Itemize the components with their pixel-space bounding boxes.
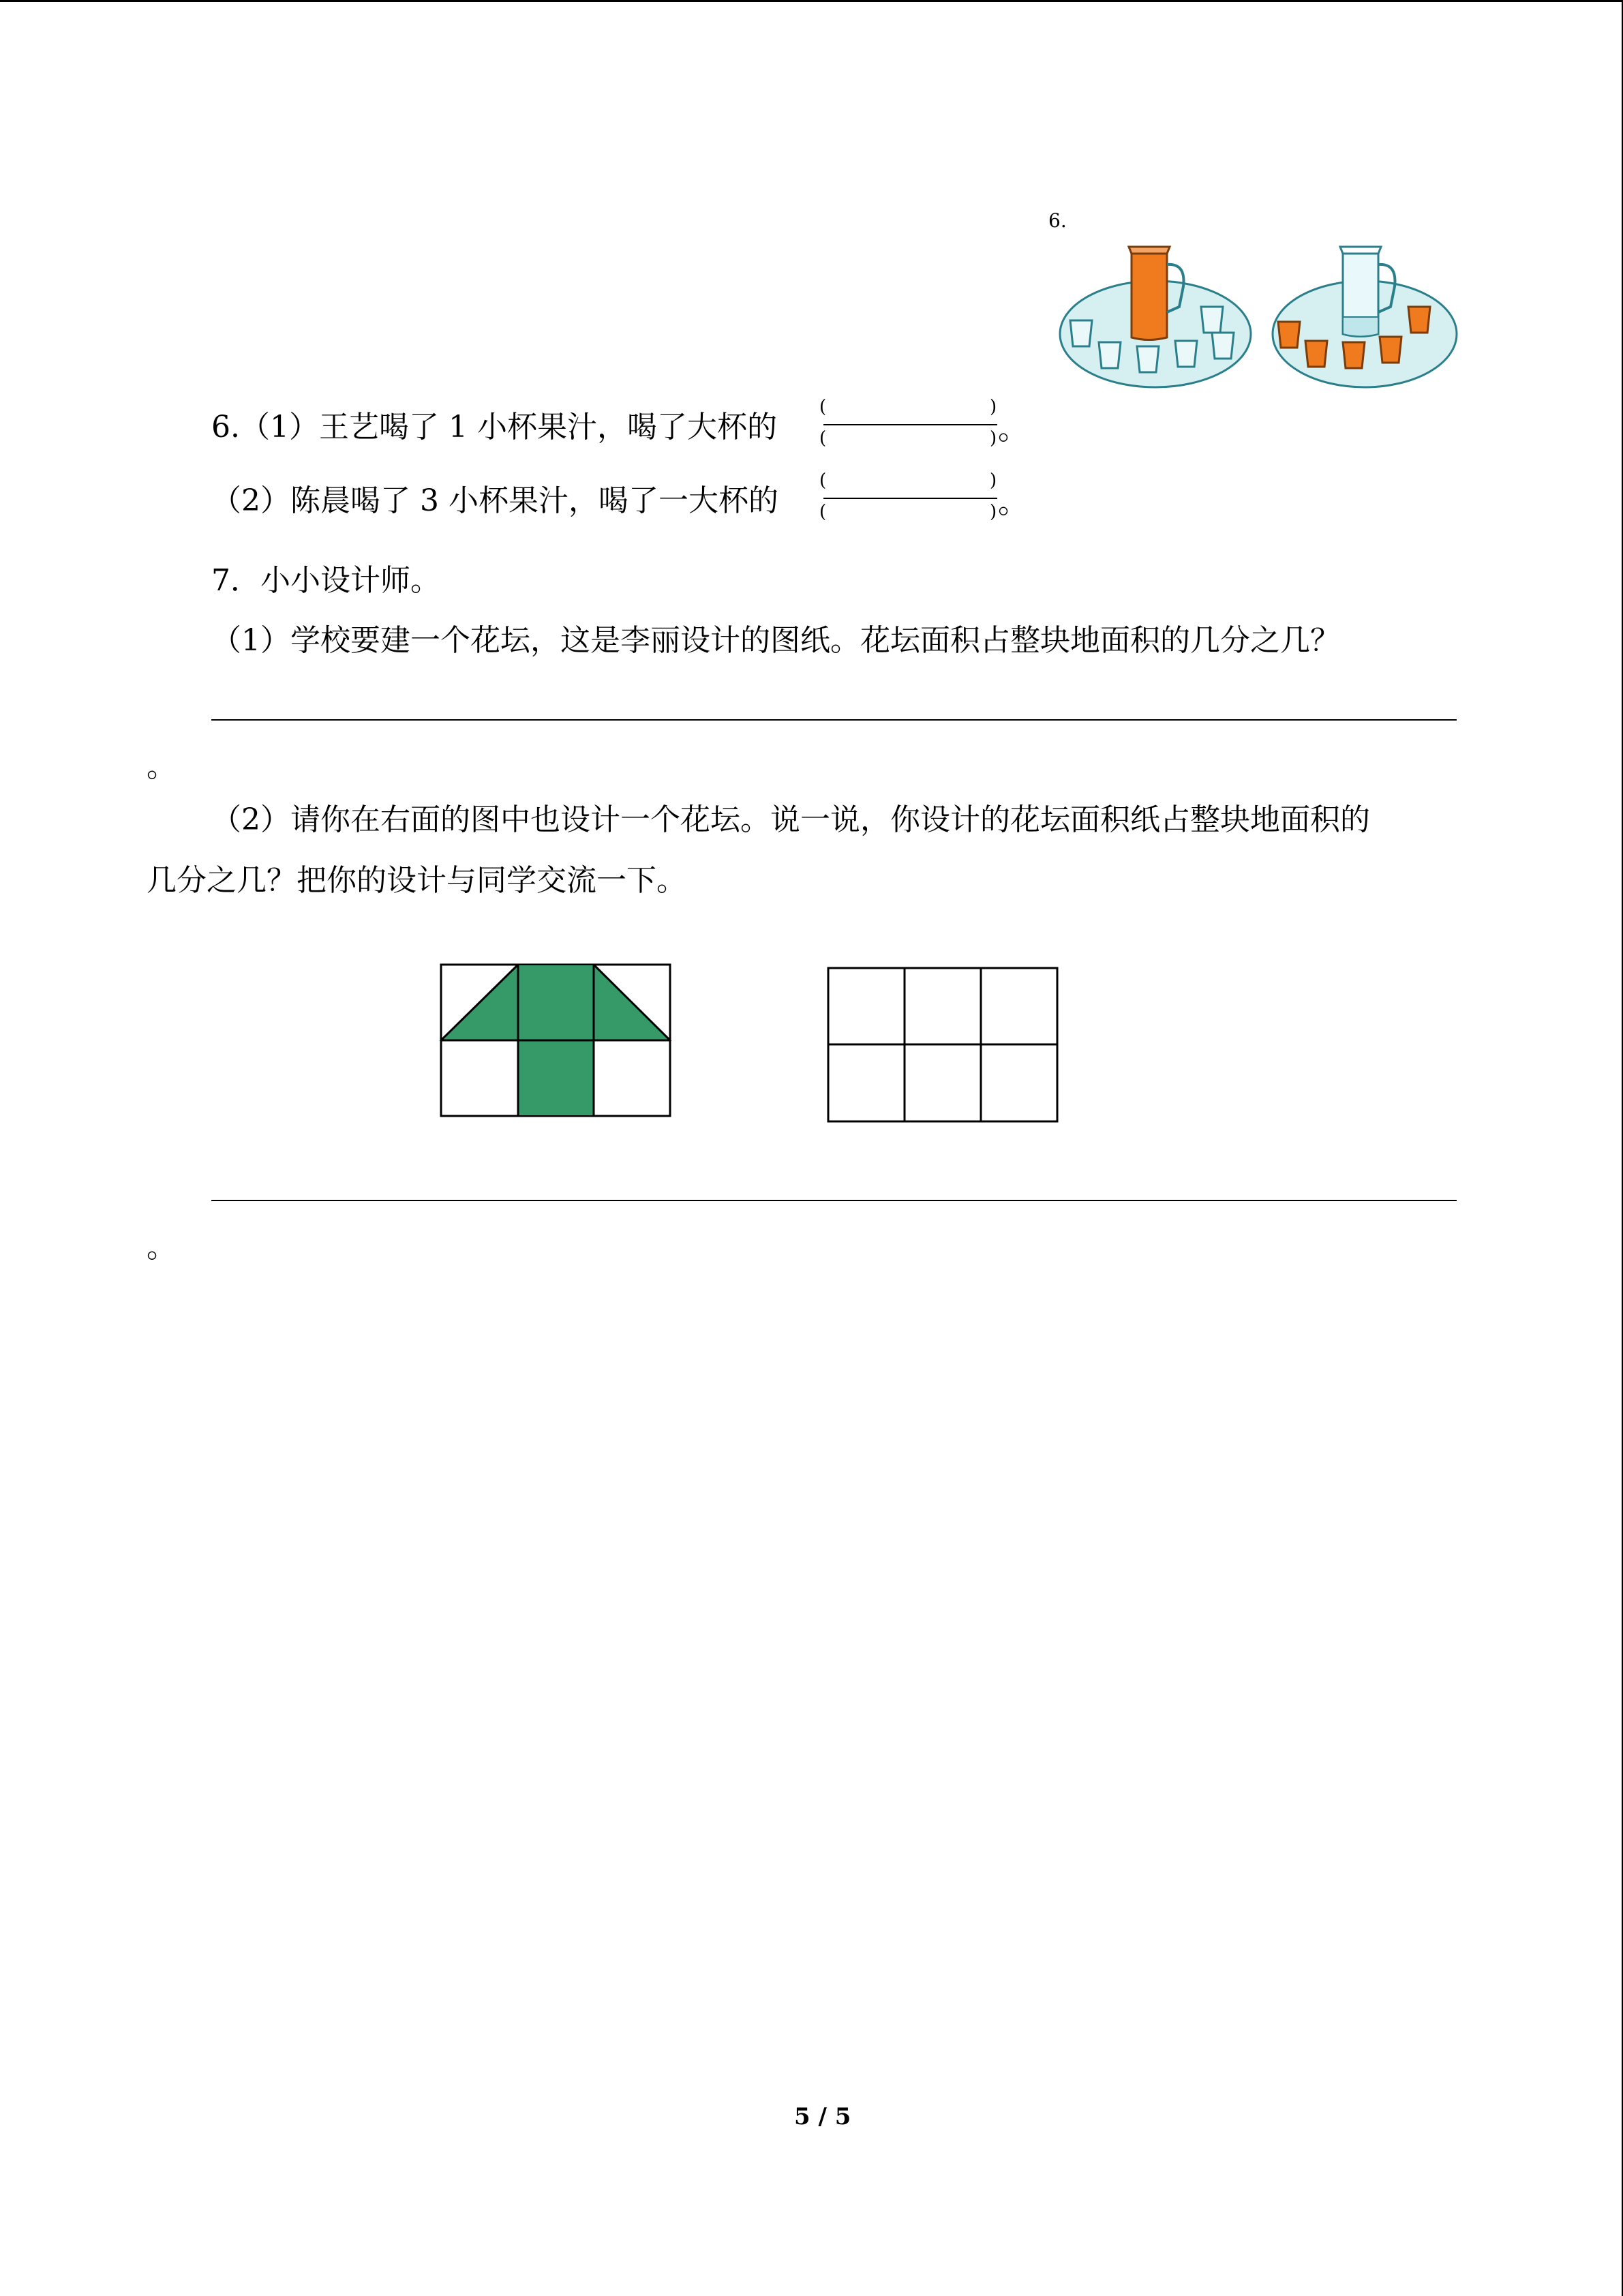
q7-part1-text: （1）学校要建一个花坛，这是李丽设计的图纸。花坛面积占整块地面积的几分之几？ xyxy=(211,623,1340,658)
q7-title: 7．小小设计师。 xyxy=(211,563,440,598)
fraction-bar xyxy=(823,498,997,499)
q7-part2-answer-line[interactable] xyxy=(211,1200,1457,1201)
numerator-paren-open: ( xyxy=(819,397,827,417)
q7-part1-answer-line[interactable] xyxy=(211,719,1457,721)
student-design-grid[interactable] xyxy=(825,965,1063,1128)
numerator-paren-open: ( xyxy=(819,470,827,491)
q7-part2-line2: 几分之几？把你的设计与同学交流一下。 xyxy=(147,863,686,898)
q7-part2-end-period: 。 xyxy=(147,1230,177,1265)
q6-part2-text: （2）陈晨喝了 3 小杯果汁，喝了一大杯的 xyxy=(211,483,778,518)
q7-part2-line1: （2）请你在右面的图中也设计一个花坛。说一说，你设计的花坛面积纸占整块地面积的 xyxy=(211,802,1370,837)
denominator-paren-close: ) xyxy=(990,502,997,522)
numerator-paren-close: ) xyxy=(990,397,997,417)
denominator-paren-close: ) xyxy=(990,428,997,449)
q6-part1-period: 。 xyxy=(998,412,1028,447)
q6-part2-fraction-blank[interactable] xyxy=(818,470,1002,525)
q7-part1-end-period: 。 xyxy=(147,749,177,784)
q6-part2-period: 。 xyxy=(998,485,1028,520)
numerator-paren-close: ) xyxy=(990,470,997,491)
denominator-paren-open: ( xyxy=(819,428,827,449)
q6-part1-text: 6.（1）王艺喝了 1 小杯果汁，喝了大杯的 xyxy=(211,410,777,444)
q6-part1-fraction-blank[interactable] xyxy=(818,397,1002,451)
q6-image-label: 6. xyxy=(1048,209,1067,232)
fraction-bar xyxy=(823,424,997,425)
denominator-paren-open: ( xyxy=(819,502,827,522)
juice-illustration xyxy=(1050,239,1459,392)
lili-flower-bed-design xyxy=(436,958,675,1121)
page-number: 5 / 5 xyxy=(794,2103,851,2130)
